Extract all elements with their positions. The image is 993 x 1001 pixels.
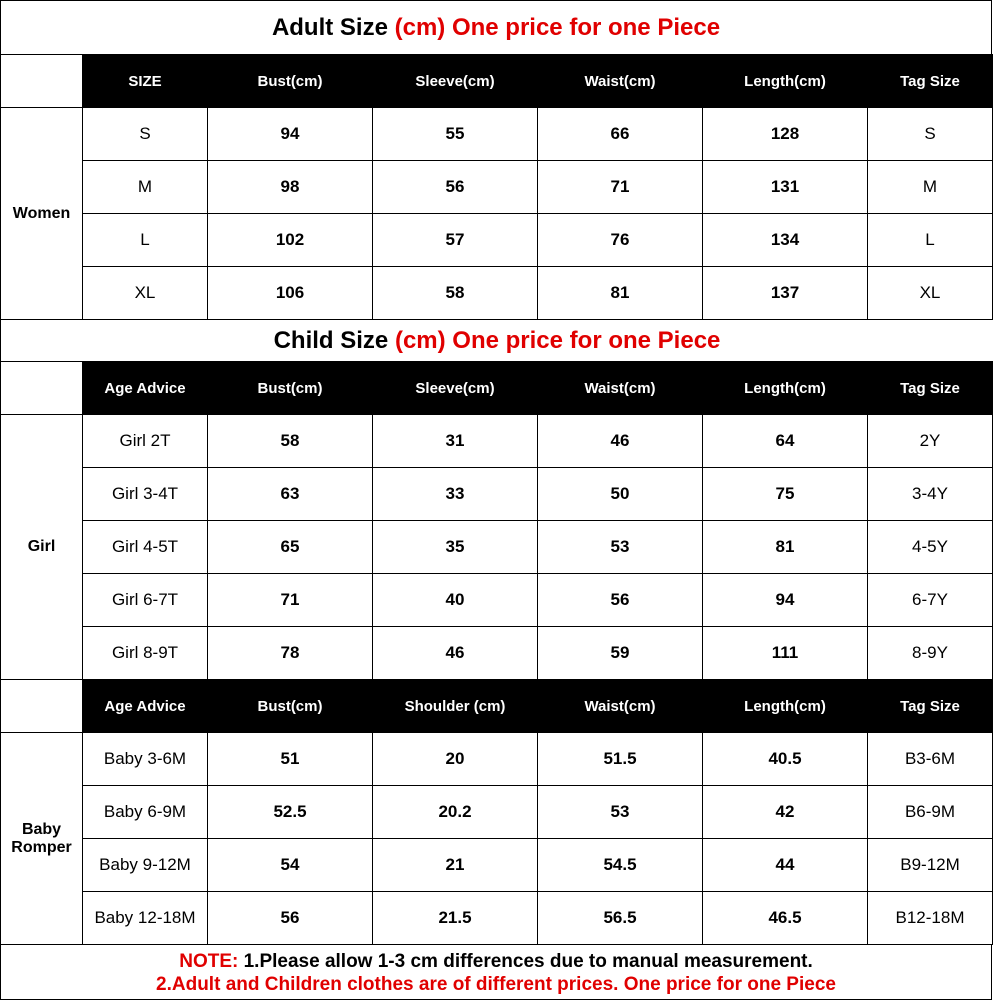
bust-value: 52.5: [208, 786, 373, 839]
age-label: Girl 4-5T: [83, 521, 208, 574]
waist-value: 59: [538, 627, 703, 680]
size-label: S: [83, 108, 208, 161]
length-value: 137: [703, 267, 868, 320]
length-value: 81: [703, 521, 868, 574]
tag-size-value: B3-6M: [868, 733, 993, 786]
header-bust: Bust(cm): [208, 55, 373, 108]
adult-header-row: [1, 55, 993, 108]
adult-title-text: Adult Size: [271, 13, 395, 41]
age-label: Baby 3-6M: [83, 733, 208, 786]
length-value: 134: [703, 214, 868, 267]
tag-size-value: S: [868, 108, 993, 161]
group-women: Women: [1, 108, 83, 320]
sleeve-value: 46: [373, 627, 538, 680]
corner-cell: [1, 362, 83, 415]
measurement-note: [0, 945, 992, 1000]
length-value: 94: [703, 574, 868, 627]
length-value: 42: [703, 786, 868, 839]
bust-value: 98: [208, 161, 373, 214]
sleeve-value: 56: [373, 161, 538, 214]
corner-cell: [1, 680, 83, 733]
waist-value: 76: [538, 214, 703, 267]
tag-size-value: B6-9M: [868, 786, 993, 839]
tag-size-value: 8-9Y: [868, 627, 993, 680]
length-value: 111: [703, 627, 868, 680]
header-sleeve: Sleeve(cm): [373, 55, 538, 108]
bust-value: 54: [208, 839, 373, 892]
note-line-1: [1, 950, 991, 973]
waist-value: 53: [538, 786, 703, 839]
age-label: Girl 2T: [83, 415, 208, 468]
length-value: 131: [703, 161, 868, 214]
shoulder-value: 20: [373, 733, 538, 786]
header-tag-size: Tag Size: [868, 362, 993, 415]
waist-value: 81: [538, 267, 703, 320]
note-text-1: 1.Please allow 1-3 cm differences due to manual measurement.: [243, 951, 813, 972]
baby-header-row: [1, 680, 993, 733]
bust-value: 51: [208, 733, 373, 786]
corner-cell: [1, 55, 83, 108]
age-label: Baby 9-12M: [83, 839, 208, 892]
size-label: L: [83, 214, 208, 267]
group-girl: Girl: [1, 415, 83, 680]
bust-value: 106: [208, 267, 373, 320]
size-label: M: [83, 161, 208, 214]
adult-size-title: [0, 0, 992, 54]
header-bust: Bust(cm): [208, 680, 373, 733]
waist-value: 50: [538, 468, 703, 521]
table-row: [1, 892, 993, 945]
header-waist: Waist(cm): [538, 680, 703, 733]
header-age-advice: Age Advice: [83, 362, 208, 415]
group-baby-line1: Baby: [21, 820, 62, 838]
header-tag-size: Tag Size: [868, 55, 993, 108]
tag-size-value: 3-4Y: [868, 468, 993, 521]
table-row: [1, 627, 993, 680]
waist-value: 66: [538, 108, 703, 161]
sleeve-value: 57: [373, 214, 538, 267]
group-baby-romper: [1, 733, 83, 945]
child-title-text: Child Size: [273, 327, 395, 354]
tag-size-value: 4-5Y: [868, 521, 993, 574]
table-row: [1, 574, 993, 627]
sleeve-value: 55: [373, 108, 538, 161]
waist-value: 51.5: [538, 733, 703, 786]
header-length: Length(cm): [703, 55, 868, 108]
child-size-table: [0, 361, 993, 945]
tag-size-value: 2Y: [868, 415, 993, 468]
shoulder-value: 21.5: [373, 892, 538, 945]
length-value: 64: [703, 415, 868, 468]
note-line-2: 2.Adult and Children clothes are of different prices. One price for one Piece: [156, 974, 836, 995]
sleeve-value: 31: [373, 415, 538, 468]
table-row: [1, 214, 993, 267]
waist-value: 46: [538, 415, 703, 468]
tag-size-value: L: [868, 214, 993, 267]
length-value: 44: [703, 839, 868, 892]
table-row: [1, 733, 993, 786]
waist-value: 56: [538, 574, 703, 627]
length-value: 40.5: [703, 733, 868, 786]
group-baby-line2: Romper: [11, 838, 72, 856]
bust-value: 94: [208, 108, 373, 161]
length-value: 75: [703, 468, 868, 521]
table-row: [1, 786, 993, 839]
header-length: Length(cm): [703, 680, 868, 733]
length-value: 46.5: [703, 892, 868, 945]
age-label: Baby 6-9M: [83, 786, 208, 839]
bust-value: 78: [208, 627, 373, 680]
table-row: [1, 839, 993, 892]
table-row: [1, 521, 993, 574]
shoulder-value: 20.2: [373, 786, 538, 839]
sleeve-value: 35: [373, 521, 538, 574]
sleeve-value: 58: [373, 267, 538, 320]
header-age-advice: Age Advice: [83, 680, 208, 733]
header-waist: Waist(cm): [538, 362, 703, 415]
bust-value: 56: [208, 892, 373, 945]
header-shoulder: Shoulder (cm): [373, 680, 538, 733]
sleeve-value: 33: [373, 468, 538, 521]
table-row: [1, 161, 993, 214]
bust-value: 71: [208, 574, 373, 627]
table-row: [1, 468, 993, 521]
note-prefix: NOTE:: [179, 951, 244, 972]
header-tag-size: Tag Size: [868, 680, 993, 733]
adult-size-table: [0, 54, 993, 320]
child-title-note: (cm) One price for one Piece: [394, 327, 721, 354]
tag-size-value: B9-12M: [868, 839, 993, 892]
tag-size-value: XL: [868, 267, 993, 320]
bust-value: 58: [208, 415, 373, 468]
shoulder-value: 21: [373, 839, 538, 892]
size-label: XL: [83, 267, 208, 320]
age-label: Baby 12-18M: [83, 892, 208, 945]
bust-value: 63: [208, 468, 373, 521]
tag-size-value: 6-7Y: [868, 574, 993, 627]
length-value: 128: [703, 108, 868, 161]
girl-header-row: [1, 362, 993, 415]
table-row: [1, 108, 993, 161]
adult-title-note: (cm) One price for one Piece: [394, 13, 721, 41]
table-row: [1, 267, 993, 320]
waist-value: 53: [538, 521, 703, 574]
header-bust: Bust(cm): [208, 362, 373, 415]
age-label: Girl 3-4T: [83, 468, 208, 521]
tag-size-value: B12-18M: [868, 892, 993, 945]
header-sleeve: Sleeve(cm): [373, 362, 538, 415]
waist-value: 54.5: [538, 839, 703, 892]
table-row: [1, 415, 993, 468]
header-size: SIZE: [83, 55, 208, 108]
waist-value: 56.5: [538, 892, 703, 945]
age-label: Girl 8-9T: [83, 627, 208, 680]
age-label: Girl 6-7T: [83, 574, 208, 627]
waist-value: 71: [538, 161, 703, 214]
bust-value: 102: [208, 214, 373, 267]
child-size-title: [0, 320, 993, 362]
sleeve-value: 40: [373, 574, 538, 627]
tag-size-value: M: [868, 161, 993, 214]
bust-value: 65: [208, 521, 373, 574]
header-length: Length(cm): [703, 362, 868, 415]
header-waist: Waist(cm): [538, 55, 703, 108]
